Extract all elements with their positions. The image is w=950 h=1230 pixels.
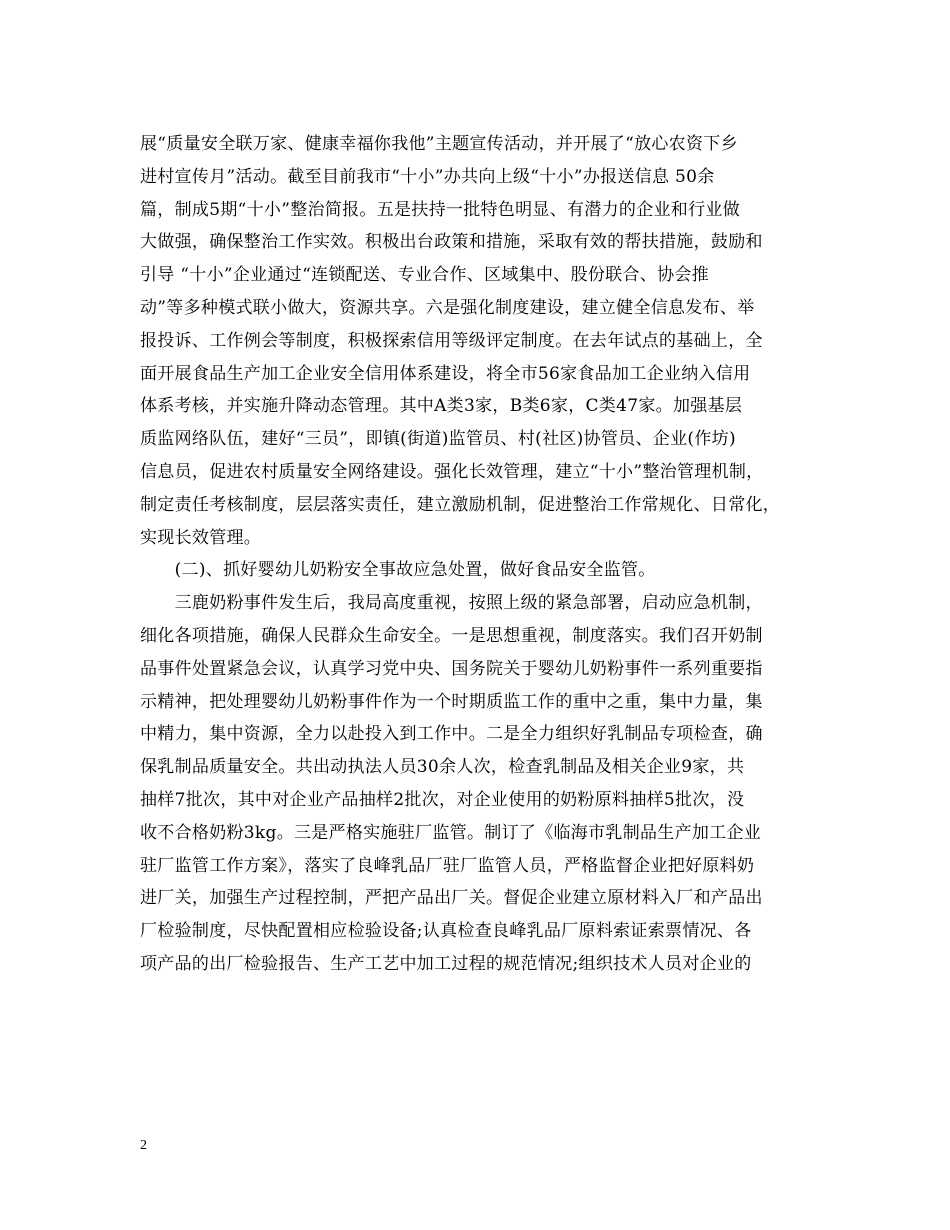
- text-line: 展“质量安全联万家、健康幸福你我他”主题宣传活动，并开展了“放心农资下乡: [140, 134, 738, 154]
- text-line: 大做强，确保整治工作实效。积极出台政策和措施，采取有效的帮扶措施，鼓励和: [140, 232, 763, 253]
- text-line: 报投诉、工作例会等制度，积极探索信用等级评定制度。在去年试点的基础上，全: [140, 330, 763, 351]
- text-line: 信息员，促进农村质量安全网络建设。强化长效管理，建立“十小”整治管理机制，: [140, 461, 764, 482]
- text-line: 收不合格奶粉3kg。三是严格实施驻厂监管。制订了《临海市乳制品生产加工企业: [140, 822, 762, 843]
- text-line: 进村宣传月”活动。截至目前我市“十小”办共向上级“十小”办报送信息 50余: [140, 166, 715, 187]
- text-line: 驻厂监管工作方案》，落实了良峰乳品厂驻厂监管人员，严格监督企业把好原料奶: [140, 855, 755, 876]
- text-line: 抽样7批次，其中对企业产品抽样2批次，对企业使用的奶粉原料抽样5批次，没: [140, 789, 745, 810]
- text-line: 进厂关，加强生产过程控制，严把产品出厂关。督促企业建立原材料入厂和产品出: [140, 888, 763, 909]
- text-line: 细化各项措施，确保人民群众生命安全。一是思想重视，制度落实。我们召开奶制: [140, 625, 763, 646]
- text-line: 面开展食品生产加工企业安全信用体系建设，将全市56家食品加工企业纳入信用: [140, 363, 751, 384]
- text-line: 制定责任考核制度，层层落实责任，建立激励机制，促进整治工作常规化、日常化，: [140, 494, 781, 515]
- text-line: 中精力，集中资源，全力以赴投入到工作中。二是全力组织好乳制品专项检查，确: [140, 724, 763, 745]
- section-heading: (二)、抓好婴幼儿奶粉安全事故应急处置，做好食品安全监管。: [140, 560, 656, 581]
- text-line: 项产品的出厂检验报告、生产工艺中加工过程的规范情况;组织技术人员对企业的: [140, 953, 752, 974]
- page-number: 2: [140, 1138, 147, 1153]
- text-line: 品事件处置紧急会议，认真学习党中央、国务院关于婴幼儿奶粉事件一系列重要指: [140, 658, 763, 679]
- text-line: 篇，制成5期“十小”整治简报。五是扶持一批特色明显、有潜力的企业和行业做: [140, 199, 740, 220]
- text-line: 动”等多种模式联小做大，资源共享。六是强化制度建设，建立健全信息发布、举: [140, 297, 755, 318]
- text-line: 示精神，把处理婴幼儿奶粉事件作为一个时期质监工作的重中之重，集中力量，集: [140, 691, 763, 712]
- text-line: 三鹿奶粉事件发生后，我局高度重视，按照上级的紧急部署，启动应急机制，: [140, 593, 763, 614]
- text-line: 保乳制品质量安全。共出动执法人员30余人次，检查乳制品及相关企业9家，共: [140, 757, 745, 778]
- text-line: 引导 “十小”企业通过“连锁配送、专业合作、区域集中、股份联合、协会推: [140, 265, 709, 286]
- text-line: 质监网络队伍，建好“三员”，即镇(街道)监管员、村(社区)协管员、企业(作坊): [140, 429, 736, 450]
- text-line: 厂检验制度，尽快配置相应检验设备;认真检查良峰乳品厂原料索证索票情况、各: [140, 921, 752, 942]
- text-line: 实现长效管理。: [140, 527, 262, 548]
- page-body: [140, 128, 830, 981]
- text-line: 体系考核，并实施升降动态管理。其中A类3家，B类6家，C类47家。加强基层: [140, 396, 743, 417]
